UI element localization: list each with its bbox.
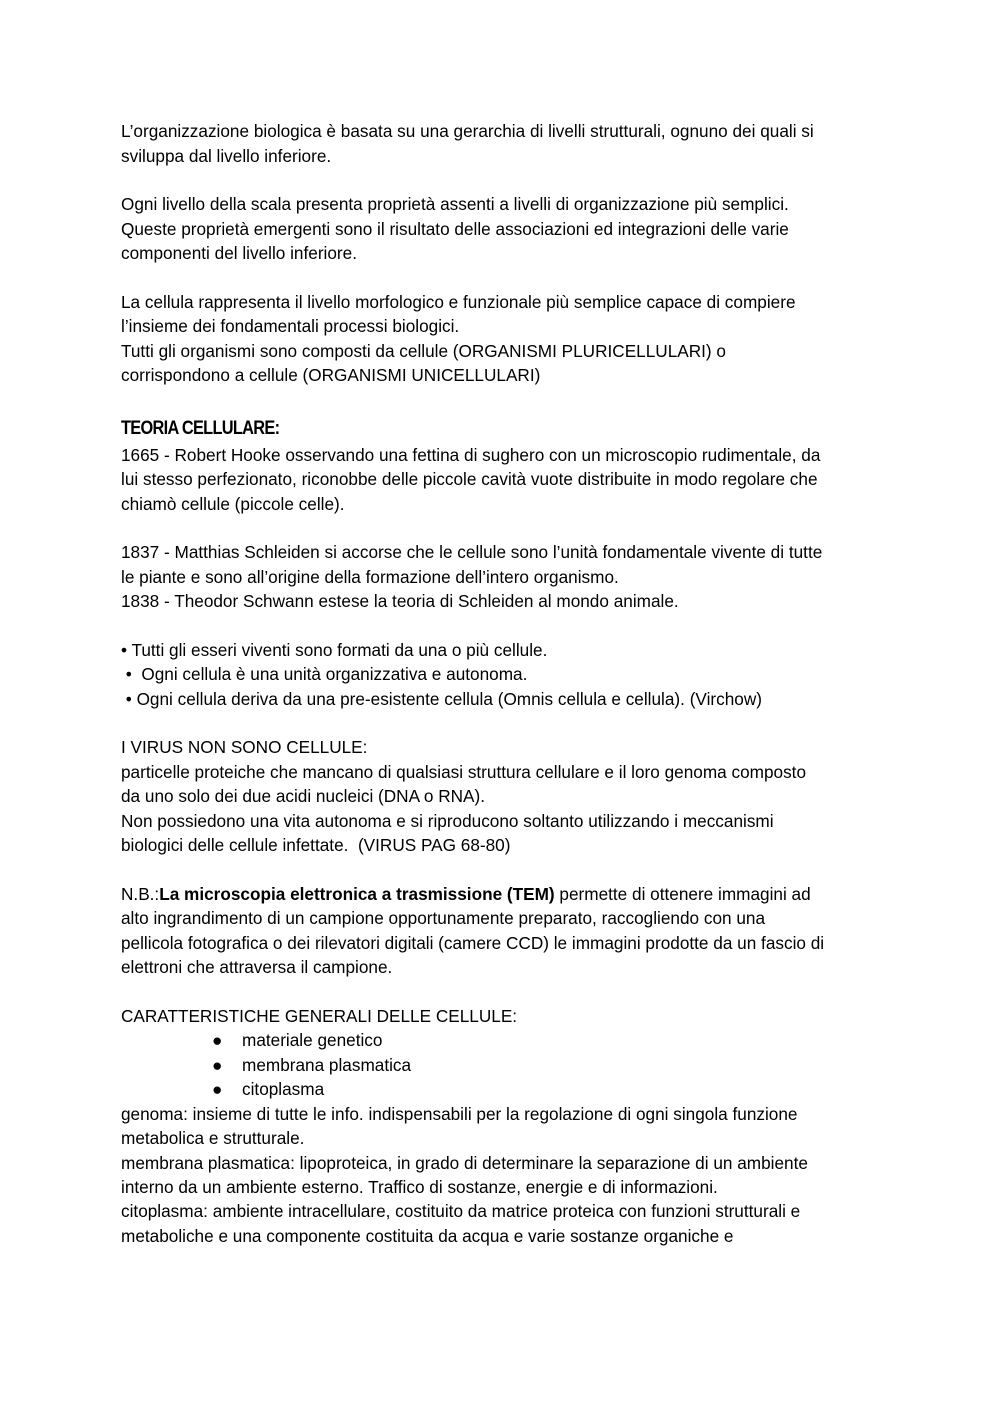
text-line: metaboliche e una componente costituita da acqua e varie sostanze organiche e	[121, 1226, 734, 1246]
text-line: metabolica e strutturale.	[121, 1128, 305, 1148]
text-line: lui stesso perfezionato, riconobbe delle piccole cavità vuote distribuite in modo regolare che	[121, 469, 818, 489]
text-line: • Ogni cellula deriva da una pre-esistente cellula (Omnis cellula e cellula). (Virchow)	[121, 689, 762, 709]
text-line: biologici delle cellule infettate. (VIRUS PAG 68-80)	[121, 835, 511, 855]
text-line: sviluppa dal livello inferiore.	[121, 146, 332, 166]
text-line: I VIRUS NON SONO CELLULE:	[121, 737, 368, 757]
text-line: elettroni che attraversa il campione.	[121, 957, 393, 977]
bullet-icon: ●	[212, 1079, 223, 1099]
text-line: chiamò cellule (piccole celle).	[121, 494, 345, 514]
text-line: particelle proteiche che mancano di qualsiasi struttura cellulare e il loro genoma composto	[121, 762, 806, 782]
bold-term: La microscopia elettronica a trasmissione (TEM)	[159, 884, 555, 904]
text-line: Ogni livello della scala presenta proprietà assenti a livelli di organizzazione più semplici.	[121, 194, 789, 214]
text-line: • Tutti gli esseri viventi sono formati da una o più cellule.	[121, 640, 548, 660]
list-item: membrana plasmatica	[242, 1055, 412, 1075]
text-line: da uno solo dei due acidi nucleici (DNA o RNA).	[121, 786, 485, 806]
bullet-icon: ●	[212, 1055, 223, 1075]
section-heading: TEORIA CELLULARE:	[121, 418, 280, 439]
text-line: l’insieme dei fondamentali processi biologici.	[121, 316, 460, 336]
text-line: interno da un ambiente esterno. Traffico di sostanze, energie e di informazioni.	[121, 1177, 718, 1197]
list-item: materiale genetico	[242, 1030, 383, 1050]
text-line: componenti del livello inferiore.	[121, 243, 357, 263]
text-line: Tutti gli organismi sono composti da cellule (ORGANISMI PLURICELLULARI) o	[121, 341, 726, 361]
text-span: permette di ottenere immagini ad	[554, 884, 811, 904]
text-line	[121, 884, 811, 904]
text-line: 1837 - Matthias Schleiden si accorse che le cellule sono l’unità fondamentale vivente di tutte	[121, 542, 823, 562]
text-line: 1665 - Robert Hooke osservando una fettina di sughero con un microscopio rudimentale, da	[121, 445, 821, 465]
list-item: citoplasma	[242, 1079, 325, 1099]
text-line: pellicola fotografica o dei rilevatori digitali (camere CCD) le immagini prodotte da un fascio di	[121, 933, 825, 953]
text-line: La cellula rappresenta il livello morfologico e funzionale più semplice capace di compiere	[121, 292, 796, 312]
text-line: membrana plasmatica: lipoproteica, in grado di determinare la separazione di un ambiente	[121, 1153, 808, 1173]
text-line: CARATTERISTICHE GENERALI DELLE CELLULE:	[121, 1006, 518, 1026]
text-line: corrispondono a cellule (ORGANISMI UNICELLULARI)	[121, 365, 541, 385]
text-line: alto ingrandimento di un campione opportunamente preparato, raccogliendo con una	[121, 908, 766, 928]
text-line: citoplasma: ambiente intracellulare, costituito da matrice proteica con funzioni strutturali e	[121, 1201, 801, 1221]
text-line: Queste proprietà emergenti sono il risultato delle associazioni ed integrazioni delle varie	[121, 219, 789, 239]
text-line: genoma: insieme di tutte le info. indispensabili per la regolazione di ogni singola funzione	[121, 1104, 798, 1124]
text-line: Non possiedono una vita autonoma e si riproducono soltanto utilizzando i meccanismi	[121, 811, 774, 831]
text-line: 1838 - Theodor Schwann estese la teoria di Schleiden al mondo animale.	[121, 591, 679, 611]
text-line: L’organizzazione biologica è basata su una gerarchia di livelli strutturali, ognuno dei quali si	[121, 121, 814, 141]
nb-prefix: N.B.:	[121, 884, 160, 904]
bullet-icon: ●	[212, 1030, 223, 1050]
text-line: • Ogni cellula è una unità organizzativa e autonoma.	[121, 664, 528, 684]
text-line: le piante e sono all’origine della formazione dell’intero organismo.	[121, 567, 619, 587]
